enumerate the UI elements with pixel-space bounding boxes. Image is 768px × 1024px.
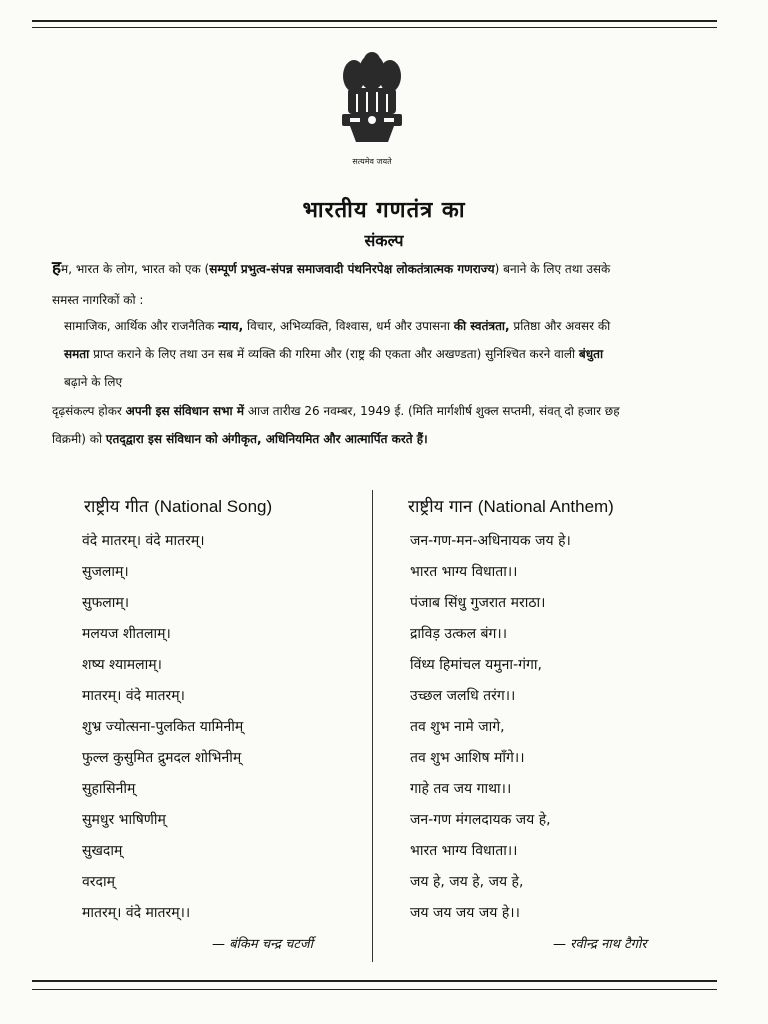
verse-line: सुफलाम्। <box>82 595 130 611</box>
verse-line: जन-गण-मन-अधिनायक जय हे। <box>410 533 571 549</box>
heading-english: (National Anthem) <box>477 497 614 516</box>
national-anthem-heading <box>408 494 614 517</box>
verse-line: मातरम्। वंदे मातरम्।। <box>82 905 191 921</box>
preamble-text: विचार, अभिव्यक्ति, विश्वास, धर्म और उपासना <box>243 319 454 333</box>
preamble-line-5: बढ़ाने के लिए <box>64 375 123 389</box>
verse-line: सुहासिनीम् <box>82 781 136 797</box>
national-anthem-lines <box>410 526 571 929</box>
verse-line: उच्छल जलधि तरंग।। <box>410 688 516 704</box>
preamble-first-letter: ह <box>52 258 62 278</box>
preamble-text: प्रतिष्ठा और अवसर की <box>509 319 611 333</box>
verse-line: सुमधुर भाषिणीम् <box>82 812 166 828</box>
top-rule-thin <box>32 27 717 28</box>
verse-line: वंदे मातरम्। वंदे मातरम्। <box>82 533 205 549</box>
preamble-bold-text: समता <box>64 347 90 361</box>
heading-english: (National Song) <box>154 497 273 516</box>
preamble-line-4 <box>64 346 714 362</box>
verse-line: सुखदाम् <box>82 843 123 859</box>
bottom-rule-thick <box>32 980 717 982</box>
verse-line: विंध्य हिमांचल यमुना-गंगा, <box>410 657 542 673</box>
verse-line: फुल्ल कुसुमित द्रुमदल शोभिनीम् <box>82 750 242 766</box>
preamble-bold-text: अपनी इस संविधान सभा में <box>125 404 244 418</box>
verse-line: जन-गण मंगलदायक जय हे, <box>410 812 551 828</box>
verse-line: द्राविड़ उत्कल बंग।। <box>410 626 508 642</box>
national-song-lines <box>82 526 243 929</box>
heading-hindi: राष्ट्रीय गान <box>408 497 473 517</box>
preamble-line-1 <box>52 260 717 277</box>
preamble-line-7 <box>52 431 717 447</box>
verse-line: वरदाम् <box>82 874 115 890</box>
verse-line: सुजलाम्। <box>82 564 129 580</box>
preamble-line-2: समस्त नागरिकों को : <box>52 293 144 307</box>
verse-line: जय हे, जय हे, जय हे, <box>410 874 524 890</box>
preamble-bold-text: सम्पूर्ण प्रभुत्व-संपन्न समाजवादी पंथनिरपेक्ष लोकतंत्रात्मक गणराज्य <box>209 262 495 276</box>
preamble-text: विक्रमी) को <box>52 432 106 446</box>
verse-line: गाहे तव जय गाथा।। <box>410 781 512 797</box>
preamble-text: ) बनाने के लिए तथा उसके <box>494 262 611 276</box>
preamble-text: दृढ़संकल्प होकर <box>52 404 126 418</box>
heading-hindi: राष्ट्रीय गीत <box>84 497 149 517</box>
national-song-author: — बंकिम चन्द्र चटर्जी <box>212 937 313 952</box>
preamble-bold-text: न्याय, <box>218 319 244 333</box>
top-rule-thick <box>32 20 717 22</box>
page-title: भारतीय गणतंत्र का <box>302 198 466 223</box>
page-subtitle: संकल्प <box>364 231 404 250</box>
verse-line: भारत भाग्य विधाता।। <box>410 843 518 859</box>
bottom-rule-thin <box>32 989 717 990</box>
column-divider <box>372 490 373 962</box>
preamble-text: आज तारीख 26 नवम्बर, 1949 ई. (मिति मार्गशीर्ष शुक्ल सप्तमी, संवत् दो हजार छह <box>244 404 620 418</box>
national-emblem-icon <box>336 50 408 176</box>
preamble-line-6 <box>52 403 717 419</box>
emblem-motto: सत्यमेव जयते <box>352 157 392 166</box>
verse-line: तव शुभ नामे जागे, <box>410 719 505 735</box>
preamble-line-3 <box>64 318 714 334</box>
preamble-bold-text: बंधुता <box>578 347 604 361</box>
preamble-text: प्राप्त कराने के लिए तथा उन सब में व्यक्ति की गरिमा और (राष्ट्र की एकता और अखण्डता) सुनिश्चित करने वाली <box>89 347 579 361</box>
national-anthem-author: — रवीन्द्र नाथ टैगोर <box>553 937 647 952</box>
verse-line: शुभ्र ज्योत्सना-पुलकित यामिनीम् <box>82 719 244 735</box>
verse-line: भारत भाग्य विधाता।। <box>410 564 518 580</box>
preamble-bold-text: की स्वतंत्रता, <box>453 319 510 333</box>
national-song-heading <box>84 494 272 517</box>
verse-line: मातरम्। वंदे मातरम्। <box>82 688 185 704</box>
preamble-text: सामाजिक, आर्थिक और राजनैतिक <box>64 319 218 333</box>
verse-line: शष्य श्यामलाम्। <box>82 657 162 673</box>
verse-line: तव शुभ आशिष माँगे।। <box>410 750 525 766</box>
verse-line: पंजाब सिंधु गुजरात मराठा। <box>410 595 546 611</box>
verse-line: मलयज शीतलाम्। <box>82 626 171 642</box>
preamble-text: म, भारत के लोग, भारत को एक ( <box>61 262 210 276</box>
verse-line: जय जय जय जय हे।। <box>410 905 520 921</box>
preamble-bold-text: एतद्‌द्वारा इस संविधान को अंगीकृत, अधिनियमित और आत्मार्पित करते हैं। <box>105 432 428 446</box>
